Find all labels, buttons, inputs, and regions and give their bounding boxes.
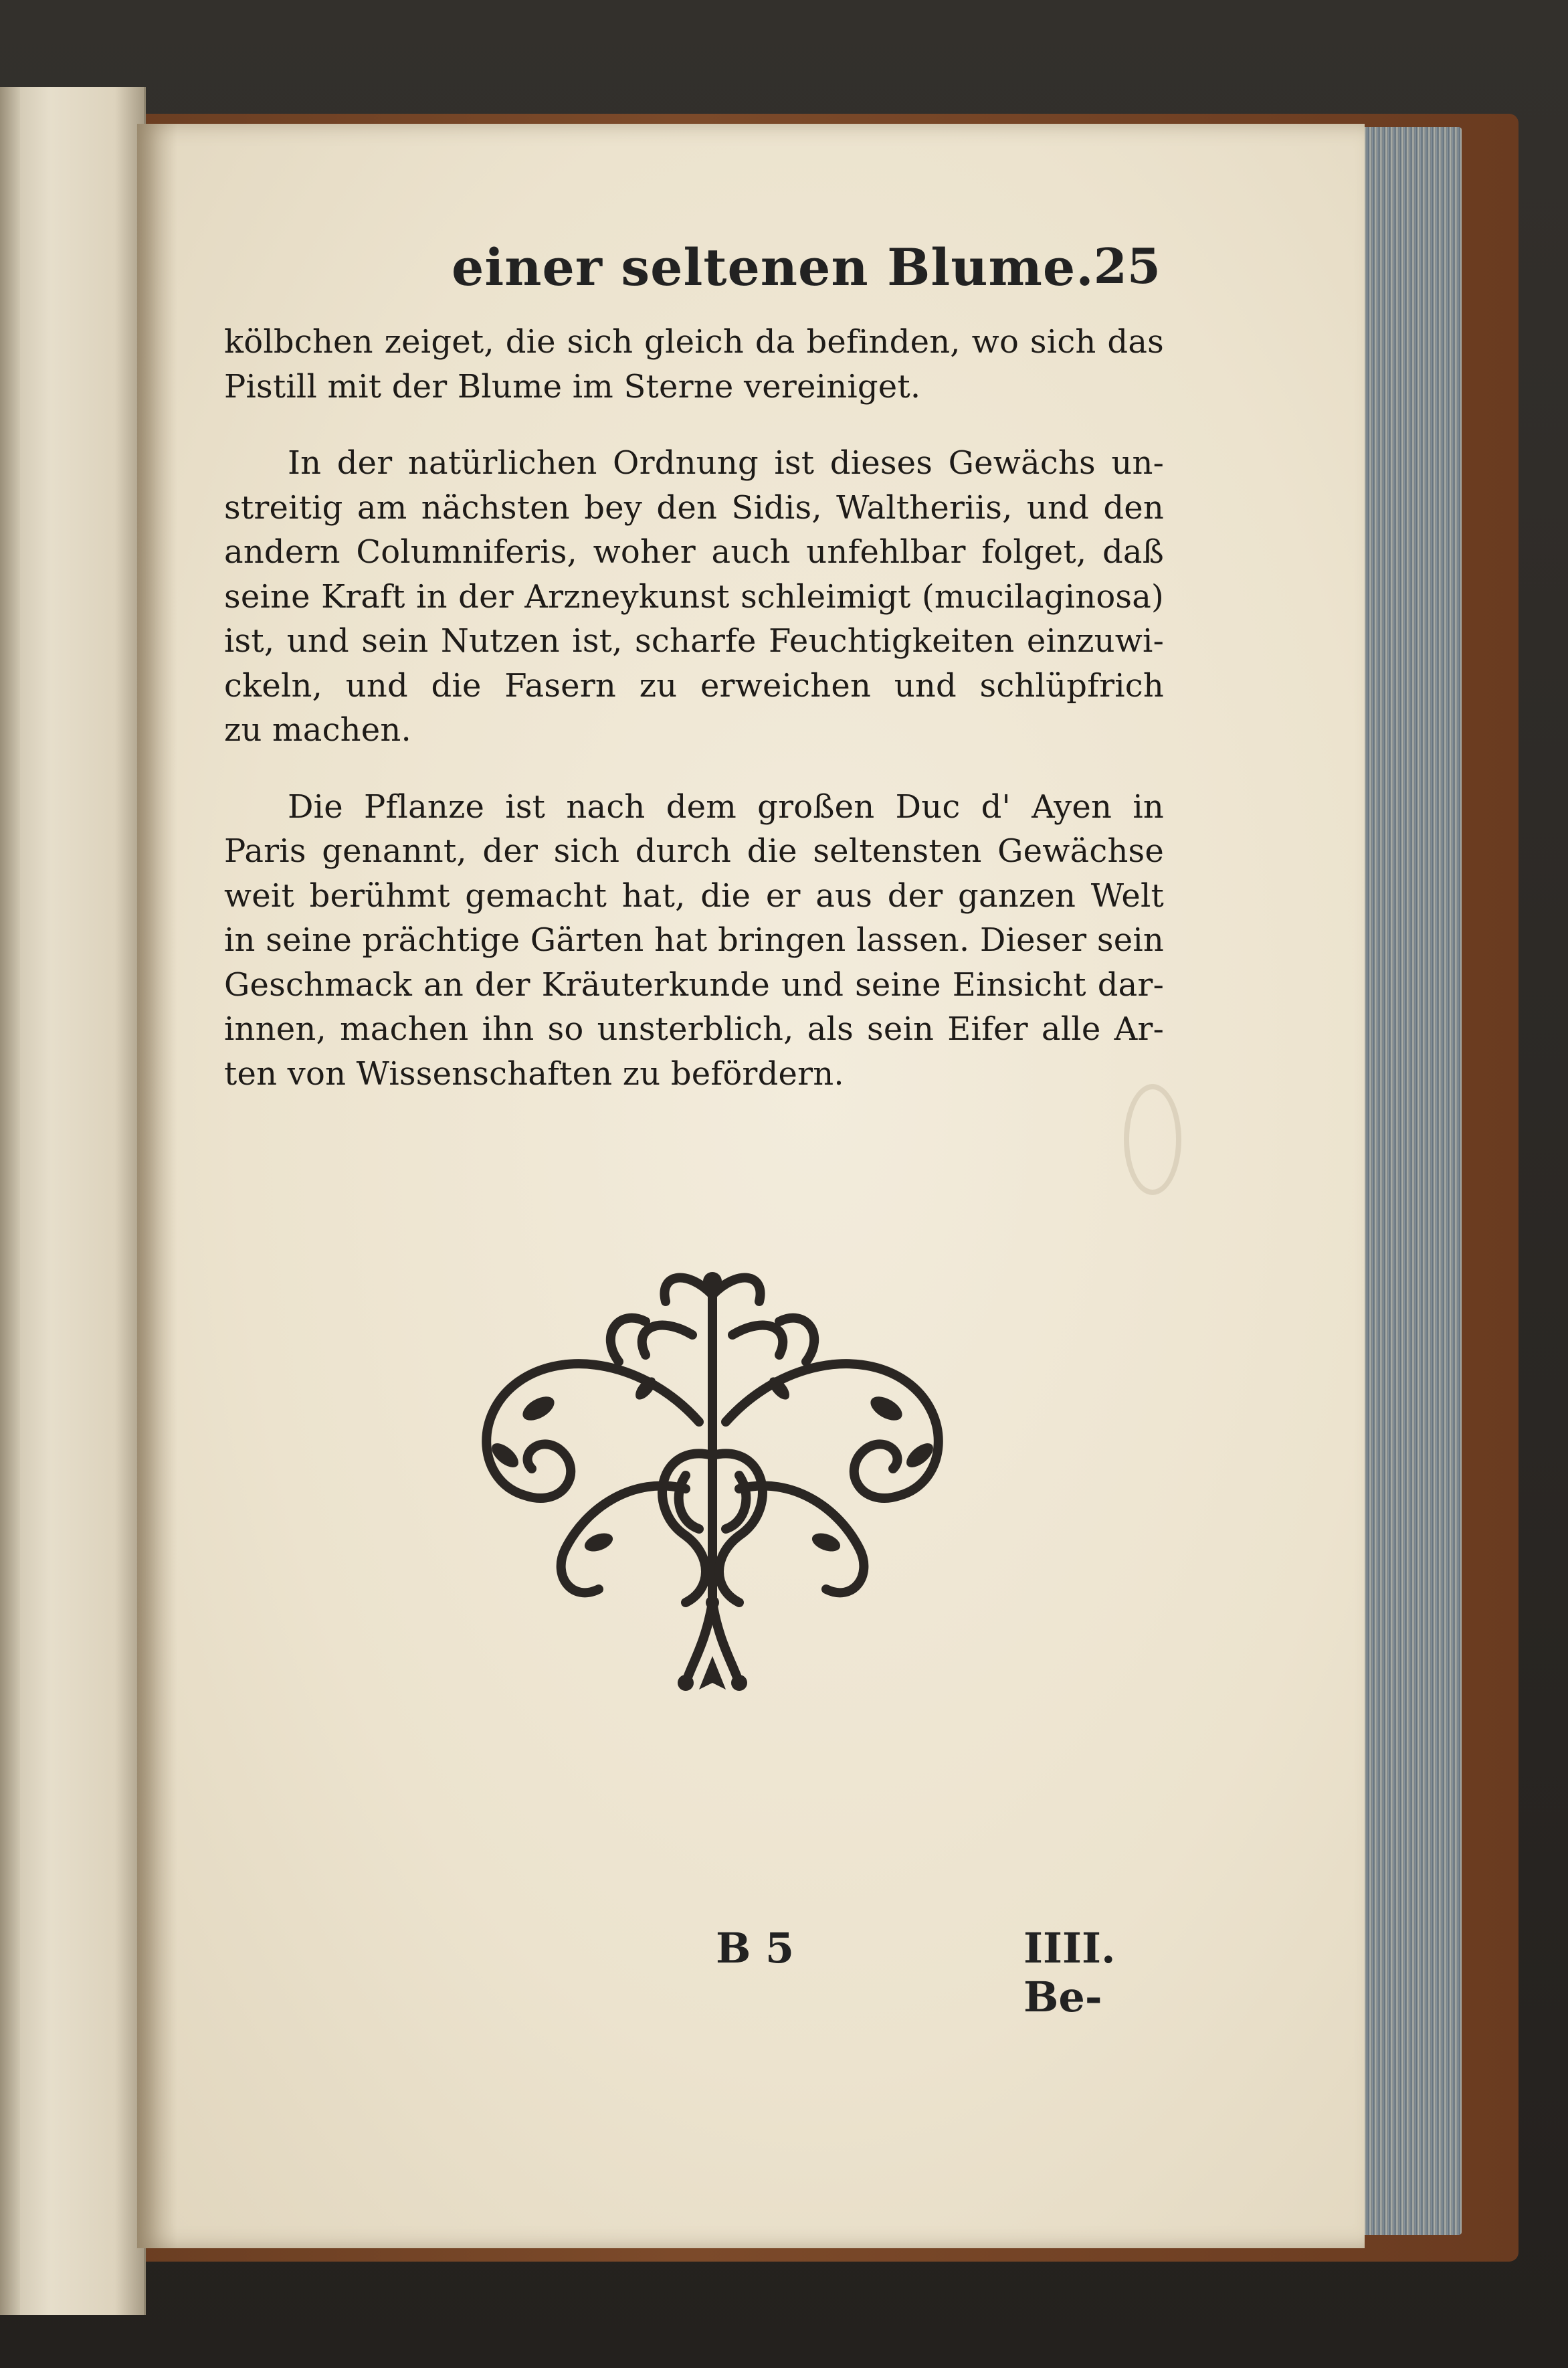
text-line: ist, und sein Nutzen ist, scharfe Feuchtigkeiten einzuwi-: [224, 622, 1164, 660]
text-line: innen, machen ihn so unsterblich, als sein Eifer alle Ar-: [224, 1010, 1164, 1048]
text-line: in seine prächtige Gärten hat bringen lassen. Dieser sein: [224, 921, 1164, 959]
page-gutter-shadow: [137, 124, 177, 2248]
text-line: kölbchen zeiget, die sich gleich da befinden, wo sich das: [224, 323, 1164, 361]
text-line: In der natürlichen Ordnung ist dieses Gewächs un-: [288, 444, 1164, 482]
text-line: andern Columniferis, woher auch unfehlbar folget, daß: [224, 533, 1164, 571]
left-page-edge: [0, 87, 146, 2315]
text-line: ckeln, und die Fasern zu erweichen und schlüpfrich: [224, 666, 1164, 705]
text-line: Pistill mit der Blume im Sterne vereiniget.: [224, 367, 921, 405]
body-text: [224, 320, 1164, 1128]
page-footer: [702, 1924, 1204, 2021]
text-line: seine Kraft in der Arzneykunst schleimigt (mucilaginosa): [224, 577, 1164, 616]
paragraph-3: [224, 785, 1164, 1097]
text-line: weit berühmt gemacht hat, die er aus der ganzen Welt: [224, 877, 1164, 915]
page-fore-edge: [1361, 127, 1462, 2235]
left-page-shadow: [0, 87, 20, 2315]
running-title: einer seltenen Blume.: [452, 238, 1094, 297]
text-line: streitig am nächsten bey den Sidis, Waltheriis, und den: [224, 488, 1164, 527]
paragraph-2: [224, 441, 1164, 753]
text-line: ten von Wissenschaften zu befördern.: [224, 1055, 844, 1093]
signature-mark: B 5: [716, 1924, 795, 1973]
text-line: Geschmack an der Kräuterkunde und seine Einsicht dar-: [224, 966, 1164, 1004]
paragraph-1: [224, 320, 1164, 409]
floral-vignette-icon: [445, 1255, 980, 1703]
page-number: 25: [1093, 238, 1161, 294]
running-head: [435, 231, 1191, 304]
text-line: Paris genannt, der sich durch die seltensten Gewächse: [224, 832, 1164, 870]
catchword: IIII. Be-: [1023, 1924, 1116, 2021]
text-line: Die Pflanze ist nach dem großen Duc d' Ayen in: [288, 788, 1164, 826]
text-line: zu machen.: [224, 711, 411, 749]
